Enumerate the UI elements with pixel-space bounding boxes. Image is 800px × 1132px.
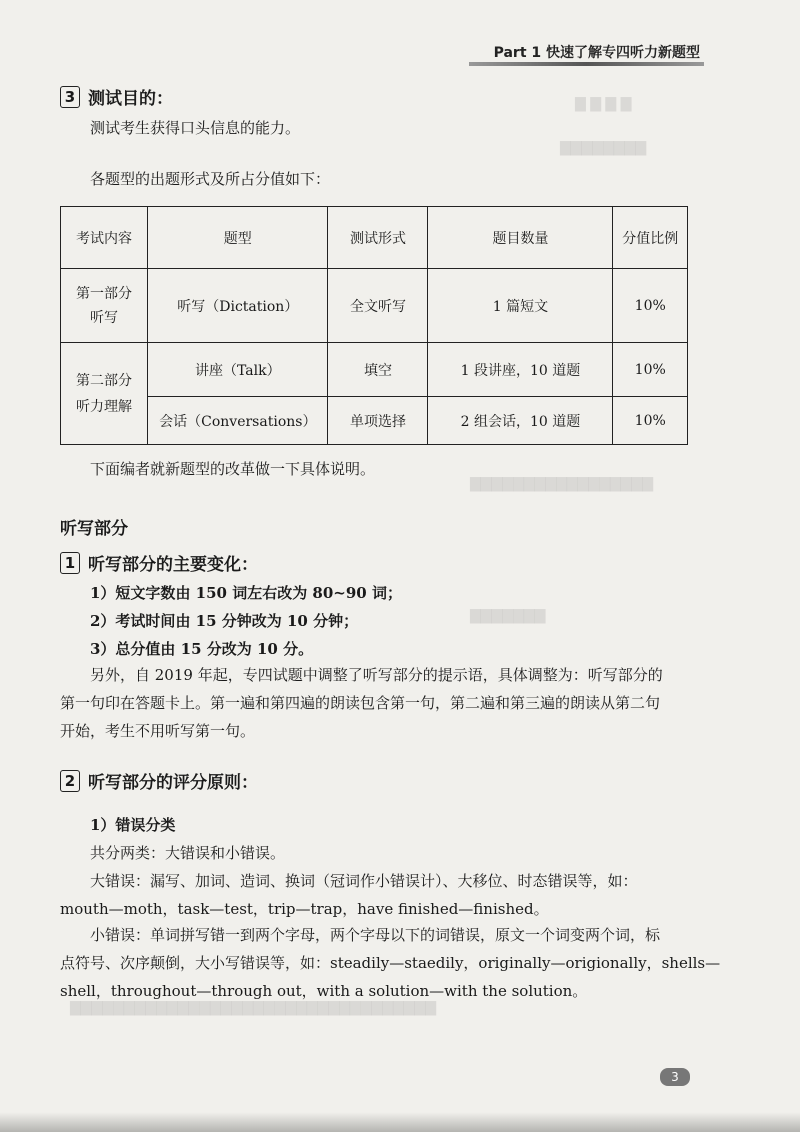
scoring-line: shell，throughout—through out，with a solution—with the solution。 [60,982,588,1000]
table-intro: 各题型的出题形式及所占分值如下： [90,170,331,188]
header-cell: 测试形式 [328,207,428,269]
scoring-line: mouth—moth，task—test，trip—trap，have finished—finished。 [60,900,549,918]
part-name-line: 第二部分 [76,372,133,389]
changes-paragraph-line: 第一句印在答题卡上。第一遍和第四遍的朗读包含第一句，第二遍和第三遍的朗读从第二句 [60,694,661,712]
bleed-through: ▇ ▇ ▇ ▇ [575,96,632,112]
scoring-line: 共分两类：大错误和小错误。 [90,844,286,862]
section-title: 听写部分的主要变化： [88,555,258,575]
ratio-cell: 10% [613,269,688,343]
section-heading-changes [60,550,258,575]
change-item: 1）短文字数由 150 词左右改为 80~90 词； [90,584,402,602]
table-row [61,343,688,397]
part-name-line: 第一部分 [76,285,133,302]
bleed-through: ▇▇▇▇▇▇▇▇ [560,140,647,156]
count-cell: 1 篇短文 [428,269,613,343]
count-cell: 1 段讲座，10 道题 [428,343,613,397]
running-title: Part 1 快速了解专四听力新题型 [493,45,700,61]
scoring-subtitle: 1）错误分类 [90,816,176,834]
header-cell: 题型 [148,207,328,269]
purpose-text: 测试考生获得口头信息的能力。 [90,119,301,137]
section-title: 听写部分的评分原则： [88,773,258,793]
table-row [61,269,688,343]
scoring-line: 大错误：漏写、加词、造词、换词（冠词作小错误计）、大移位、时态错误等，如： [90,872,638,890]
table-header-row [61,207,688,269]
form-cell: 全文听写 [328,269,428,343]
header-cell: 题目数量 [428,207,613,269]
section-number-box: 1 [60,552,80,574]
part-name-line: 听写 [90,309,119,326]
section-number-box: 2 [60,770,80,792]
bleed-through: ▇▇▇▇▇▇▇▇▇▇▇▇▇▇▇▇▇▇▇▇▇▇▇▇▇▇▇▇▇▇▇▇▇▇ [70,1000,437,1016]
page-number: 3 [660,1068,690,1086]
table-row [61,397,688,445]
dictation-heading: 听写部分 [60,519,128,539]
changes-paragraph-line: 开始，考生不用听写第一句。 [60,722,256,740]
form-cell: 填空 [328,343,428,397]
type-cell: 讲座（Talk） [148,343,328,397]
bleed-through: ▇▇▇▇▇▇▇▇▇▇▇▇▇▇▇▇▇ [470,476,654,492]
header-cell: 分值比例 [613,207,688,269]
header-cell: 考试内容 [61,207,148,269]
type-cell: 会话（Conversations） [148,397,328,445]
section-title: 测试目的： [88,89,173,109]
scoring-line: 小错误：单词拼写错一到两个字母，两个字母以下的词错误，原文一个词变两个词，标 [90,926,661,944]
part-name-cell [61,343,148,445]
form-cell: 单项选择 [328,397,428,445]
scoring-line: 点符号、次序颠倒，大小写错误等，如：steadily—staedily，originally—origionally，shells— [60,954,721,972]
question-type-table [60,206,688,445]
part-name-cell [61,269,148,343]
after-table-text: 下面编者就新题型的改革做一下具体说明。 [90,460,376,478]
change-item: 2）考试时间由 15 分钟改为 10 分钟； [90,612,359,630]
changes-paragraph-line: 另外，自 2019 年起，专四试题中调整了听写部分的提示语，具体调整为：听写部分的 [90,666,663,684]
page-edge-shadow [0,1112,800,1132]
bleed-through: ▇▇▇▇▇▇▇ [470,608,546,624]
section-number-box: 3 [60,86,80,108]
part-name-line: 听力理解 [76,398,133,415]
count-cell: 2 组会话，10 道题 [428,397,613,445]
change-item: 3）总分值由 15 分改为 10 分。 [90,640,314,658]
section-heading-purpose [60,84,173,109]
type-cell: 听写（Dictation） [148,269,328,343]
ratio-cell: 10% [613,397,688,445]
header-rule [469,62,704,66]
section-heading-scoring [60,768,258,793]
ratio-cell: 10% [613,343,688,397]
